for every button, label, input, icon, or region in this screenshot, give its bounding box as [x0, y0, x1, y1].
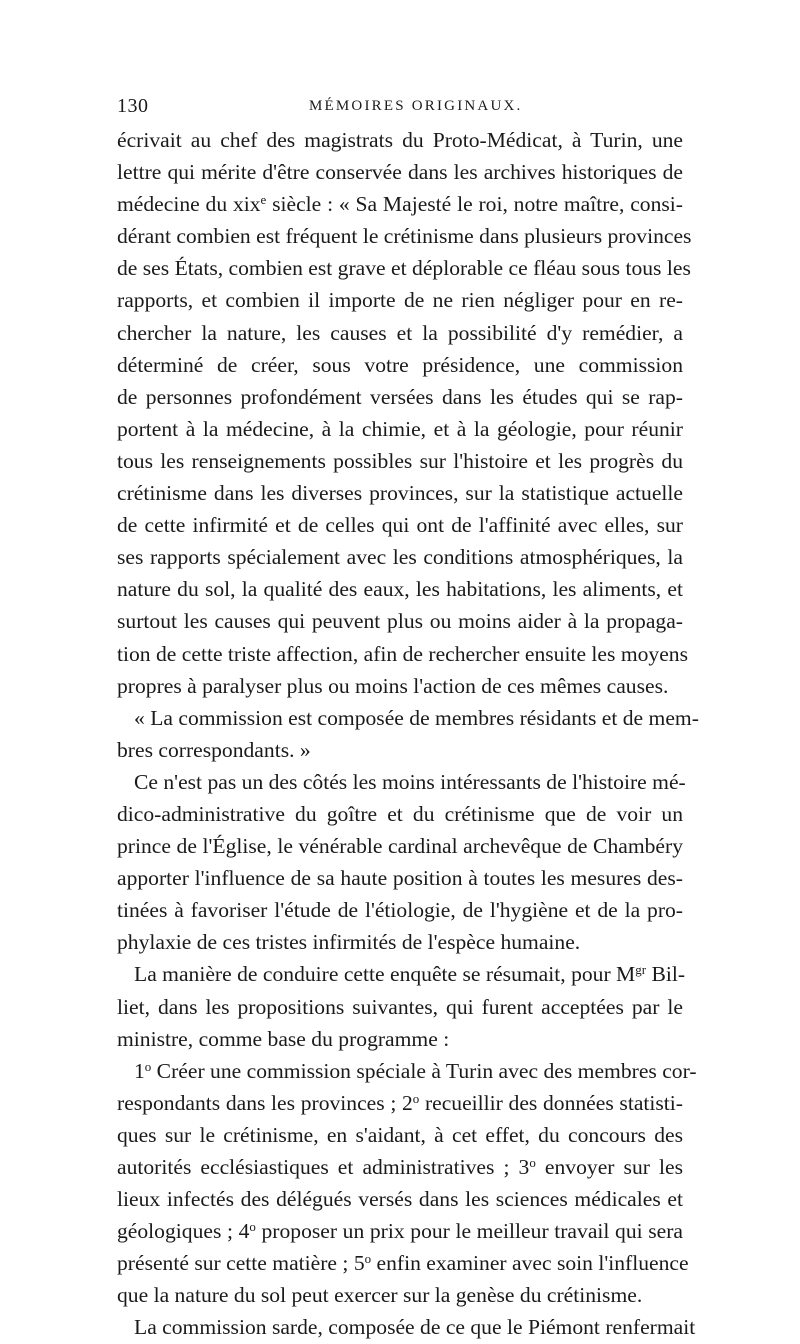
text-line: lettre qui mérite d'être conservée dans les archives historiques de — [117, 160, 683, 185]
text-line: autorités ecclésiastiques et administratives ; 3$^o$ envoyer sur les — [117, 1154, 683, 1179]
text-line: écrivait au chef des magistrats du Proto-Médicat, à Turin, une — [117, 128, 683, 152]
page-header — [117, 95, 683, 121]
text-line: prince de l'Église, le vénérable cardinal archevêque de Chambéry — [117, 834, 683, 859]
text-line: tous les renseignements possibles sur l'histoire et les progrès du — [117, 448, 683, 473]
text-line: rapports, et combien il importe de ne rien négliger pour en re- — [117, 288, 683, 313]
superscript: o — [249, 1219, 256, 1235]
text-line: apporter l'influence de sa haute position à toutes les mesures des- — [117, 866, 683, 891]
text-line: géologiques ; 4$^o$ proposer un prix pour le meilleur travail qui sera — [117, 1219, 683, 1244]
text-line: lieux infectés des délégués versés dans les sciences médicales et — [117, 1187, 683, 1212]
superscript: o — [529, 1154, 536, 1170]
text-line: liet, dans les propositions suivantes, qui furent acceptées par le — [117, 994, 683, 1019]
text-line: respondants dans les provinces ; 2$^o$ recueillir des données statisti- — [117, 1090, 683, 1115]
superscript: o — [412, 1090, 420, 1106]
text-line: nature du sol, la qualité des eaux, les habitations, les aliments, et — [117, 577, 683, 602]
text-line: déterminé de créer, sous votre présidence, une commission — [117, 352, 683, 377]
text-line: bres correspondants. » — [117, 737, 311, 762]
text-line: médecine du xix$^e$ siècle : « Sa Majesté le roi, notre maître, consi- — [117, 192, 683, 217]
text-line: propres à paralyser plus ou moins l'action de ces mêmes causes. — [117, 673, 669, 698]
text-line: phylaxie de ces tristes infirmités de l'espèce humaine. — [117, 930, 581, 955]
text-line: ministre, comme base du programme : — [117, 1026, 450, 1051]
superscript: e — [260, 192, 267, 208]
text-line: chercher la nature, les causes et la possibilité d'y remédier, a — [117, 320, 683, 345]
text-line: Ce n'est pas un des côtés les moins intéressants de l'histoire mé- — [134, 769, 686, 794]
text-line: que la nature du sol peut exercer sur la genèse du crétinisme. — [117, 1283, 643, 1308]
text-line: ses rapports spécialement avec les conditions atmosphériques, la — [117, 545, 683, 570]
text-line: La manière de conduire cette enquête se résumait, pour $M^{gr}$ Bil- — [134, 962, 686, 987]
superscript: gr — [635, 962, 647, 978]
text-line: dérant combien est fréquent le crétinisme dans plusieurs provinces — [117, 224, 692, 249]
text-line: tion de cette triste affection, afin de rechercher ensuite les moyens — [117, 641, 688, 666]
text-line: « La commission est composée de membres résidants et de mem- — [134, 705, 699, 730]
text-line: crétinisme dans les diverses provinces, sur la statistique actuelle — [117, 481, 683, 506]
superscript: o — [364, 1251, 372, 1267]
text-line: de cette infirmité et de celles qui ont de l'affinité avec elles, sur — [117, 513, 683, 538]
text-line: tinées à favoriser l'étude de l'étiologie, de l'hygiène et de la pro- — [117, 898, 683, 923]
text-line: 1$^o$ Créer une commission spéciale à Turin avec des membres cor- — [134, 1058, 697, 1083]
text-line: de personnes profondément versées dans les études qui se rap- — [117, 384, 683, 409]
running-title: MÉMOIRES ORIGINAUX. — [309, 98, 523, 114]
text-line: surtout les causes qui peuvent plus ou moins aider à la propaga- — [117, 609, 683, 634]
text-line: présenté sur cette matière ; 5$^o$ enfin examiner avec soin l'influence — [117, 1251, 689, 1276]
superscript: o — [144, 1058, 152, 1074]
body-text — [117, 124, 699, 1344]
text-line: de ses États, combien est grave et déplorable ce fléau sous tous les — [117, 256, 691, 281]
text-line: portent à la médecine, à la chimie, et à la géologie, pour réunir — [117, 416, 683, 441]
text-line: ques sur le crétinisme, en s'aidant, à cet effet, du concours des — [117, 1122, 683, 1147]
text-line: La commission sarde, composée de ce que le Piémont renfermait — [134, 1315, 696, 1340]
text-line: dico-administrative du goître et du crétinisme que de voir un — [117, 801, 683, 826]
page-number: 130 — [117, 95, 149, 117]
